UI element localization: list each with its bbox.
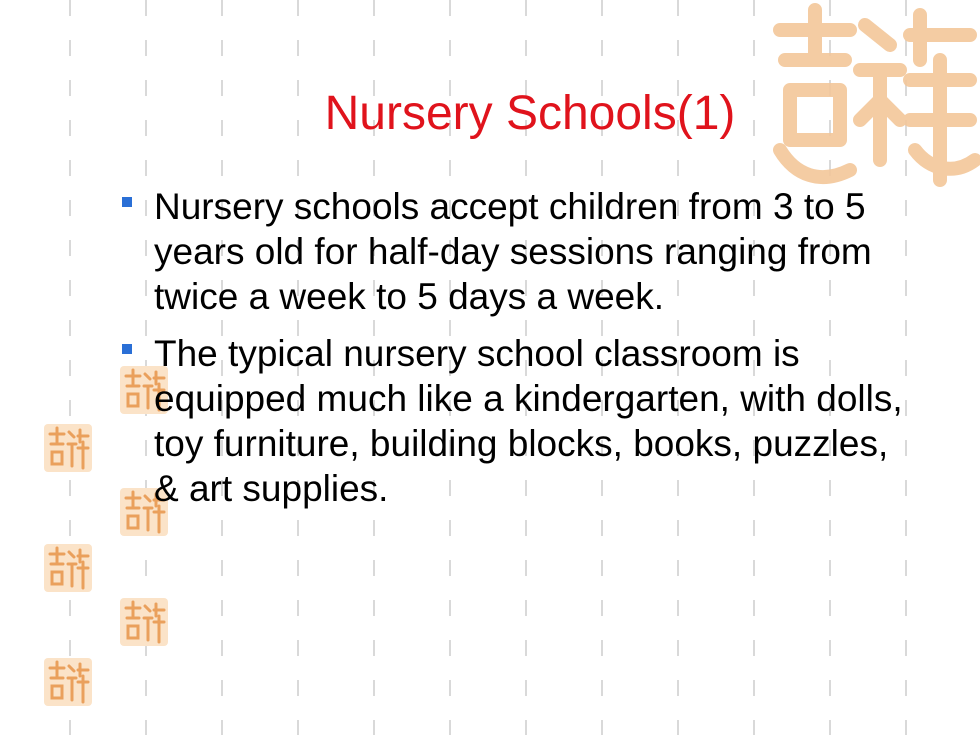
bullet-item (120, 331, 920, 511)
bullet-text: The typical nursery school classroom is equipped much like a kindergarten, with dolls, toy furniture, building blocks, books, puzzles, & art supplies. (154, 333, 903, 509)
auspicious-seal-icon (42, 656, 94, 708)
bullet-item (120, 184, 920, 319)
auspicious-seal-icon (42, 422, 94, 474)
bullet-list (120, 184, 920, 523)
square-bullet-icon (122, 344, 132, 354)
bullet-text: Nursery schools accept children from 3 to 5 years old for half-day sessions ranging from twice a week to 5 days a week. (154, 186, 872, 317)
square-bullet-icon (122, 197, 132, 207)
auspicious-seal-icon (118, 596, 170, 648)
auspicious-seal-icon (42, 542, 94, 594)
slide-title: Nursery Schools(1) (324, 87, 736, 140)
